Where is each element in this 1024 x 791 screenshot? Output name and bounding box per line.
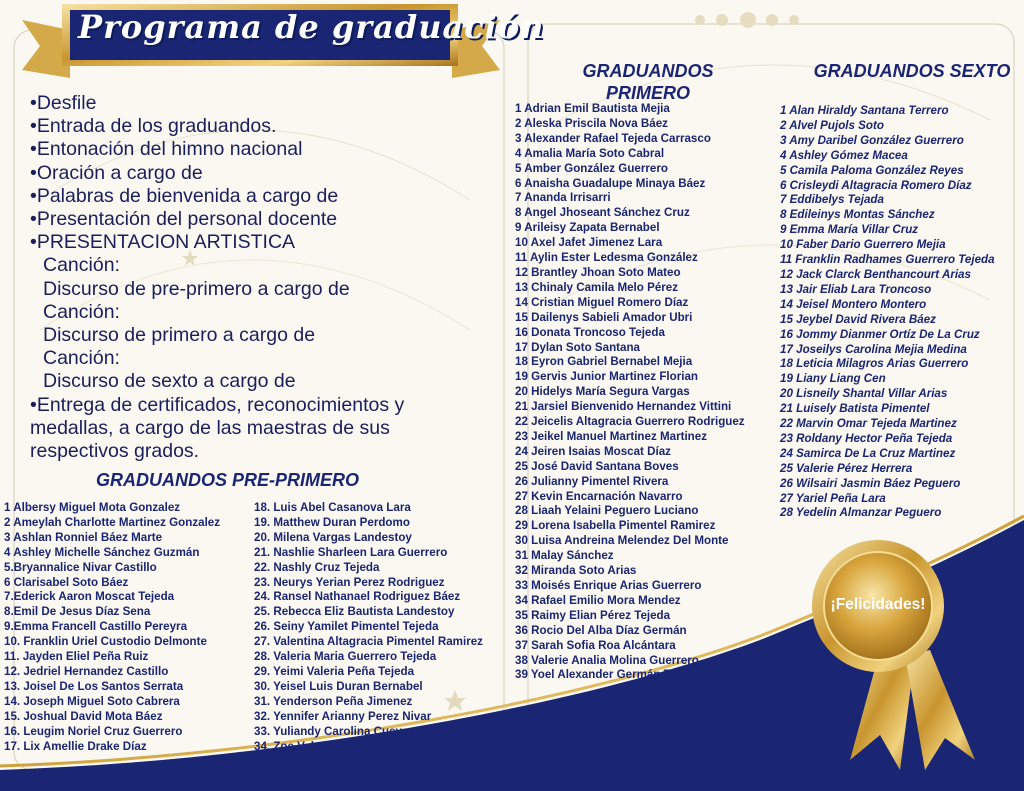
list-item: 22 Jeicelis Altagracia Guerrero Rodriguez bbox=[515, 415, 745, 429]
list-item: 27. Valentina Altagracia Pimentel Ramirez bbox=[254, 635, 483, 649]
primero-heading: GRADUANDOS PRIMERO bbox=[582, 61, 714, 103]
felicidades-badge: ¡Felicidades! bbox=[830, 596, 926, 613]
list-item: 29 Lorena Isabella Pimentel Ramirez bbox=[515, 519, 716, 533]
program-item: •Desfile bbox=[30, 92, 97, 114]
list-item: 27 Kevin Encarnación Navarro bbox=[515, 489, 683, 503]
list-item: 8 Edileinys Montas Sánchez bbox=[780, 208, 935, 222]
list-item: 13. Joisel De Los Santos Serrata bbox=[4, 679, 184, 693]
list-item: 5.Bryannalice Nivar Castillo bbox=[4, 560, 157, 574]
program-item: •Entrega de certificados, reconocimientos y medallas, a cargo de las maestras de sus respectivos grados. bbox=[30, 393, 405, 463]
list-item: 33 Moisés Enrique Arias Guerrero bbox=[515, 579, 702, 592]
list-item: 3 Amy Daribel González Guerrero bbox=[780, 133, 964, 147]
program-item: Discurso de pre-primero a cargo de bbox=[43, 277, 350, 300]
list-item: 36 Rocio Del Alba Díaz Germán bbox=[515, 623, 687, 637]
list-item: 20. Milena Vargas Landestoy bbox=[254, 530, 412, 544]
list-item: 38 Valerie Analia Molina Guerrero bbox=[515, 653, 699, 667]
list-item: 23. Neurys Yerian Perez Rodriguez bbox=[254, 575, 445, 589]
list-item: 2 Ameylah Charlotte Martinez Gonzalez bbox=[4, 515, 221, 529]
list-item: 30. Yeisel Luis Duran Bernabel bbox=[254, 679, 423, 693]
list-item: 6 Crisleydi Altagracia Romero Díaz bbox=[780, 178, 972, 192]
list-item: 28. Valeria Maria Guerrero Tejeda bbox=[254, 650, 437, 664]
list-item: 12. Jedriel Hernandez Castillo bbox=[4, 664, 169, 678]
list-item: 12 Jack Clarck Benthancourt Arias bbox=[780, 267, 971, 281]
list-item: 17 Dylan Soto Santana bbox=[515, 340, 640, 354]
list-item: 16. Leugim Noriel Cruz Guerrero bbox=[4, 724, 183, 738]
list-item: 19 Liany Liang Cen bbox=[780, 372, 886, 386]
list-item: 13 Chinaly Camila Melo Pérez bbox=[515, 280, 679, 294]
list-item: 10 Faber Dario Guerrero Mejia bbox=[780, 238, 946, 252]
list-item: 19 Gervis Junior Martinez Florian bbox=[515, 370, 698, 384]
list-item: 6 Clarisabel Soto Báez bbox=[4, 575, 129, 589]
list-item: 9.Emma Francell Castillo Pereyra bbox=[4, 620, 188, 634]
list-item: 4 Ashley Gómez Macea bbox=[780, 148, 908, 162]
list-item: 14 Jeisel Montero Montero bbox=[780, 297, 927, 311]
list-item: 18. Luis Abel Casanova Lara bbox=[254, 501, 411, 514]
list-item: 24. Ransel Nathanael Rodriguez Báez bbox=[254, 590, 461, 604]
list-item: 35 Raimy Elian Pérez Tejeda bbox=[515, 608, 671, 622]
list-item: 11. Jayden Eliel Peña Ruiz bbox=[4, 650, 149, 664]
list-item: 32. Yennifer Arianny Perez Nivar bbox=[254, 709, 432, 723]
list-item: 11 Franklin Radhames Guerrero Tejeda bbox=[780, 253, 995, 267]
list-item: 25 Valerie Pérez Herrera bbox=[780, 461, 913, 475]
list-item: 19. Matthew Duran Perdomo bbox=[254, 515, 410, 529]
list-item: 5 Amber González Guerrero bbox=[515, 161, 668, 175]
list-item: 6 Anaisha Guadalupe Minaya Báez bbox=[515, 176, 706, 190]
list-item: 4 Amalia María Soto Cabral bbox=[515, 146, 665, 160]
program-item: •Entonación del himno nacional bbox=[30, 138, 303, 161]
list-item: 23 Jeikel Manuel Martinez Martinez bbox=[515, 429, 708, 443]
list-item: 21 Jarsiel Bienvenido Hernandez Vittini bbox=[515, 400, 732, 414]
list-item: 22 Marvin Omar Tejeda Martinez bbox=[780, 417, 957, 431]
list-item: 28 Yedelin Almanzar Peguero bbox=[780, 506, 942, 520]
list-item: 1 Alan Hiraldy Santana Terrero bbox=[780, 104, 949, 117]
list-item: 23 Roldany Hector Peña Tejeda bbox=[780, 431, 953, 445]
list-item: 32 Miranda Soto Arias bbox=[515, 564, 637, 578]
list-item: 17 Joseilys Carolina Mejia Medina bbox=[780, 342, 967, 356]
program-item: •Presentación del personal docente bbox=[30, 208, 338, 231]
list-item: 26 Wilsairi Jasmin Báez Peguero bbox=[780, 476, 961, 490]
preprimero-list-right bbox=[254, 501, 483, 754]
program-item: Canción: bbox=[43, 300, 120, 323]
list-item: 15 Jeybel David Rivera Báez bbox=[780, 312, 936, 326]
list-item: 3 Ashlan Ronniel Báez Marte bbox=[4, 530, 163, 544]
list-item: 14. Joseph Miguel Soto Cabrera bbox=[4, 694, 180, 708]
program-item: Canción: bbox=[43, 347, 120, 370]
list-item: 1 Albersy Miguel Mota Gonzalez bbox=[4, 501, 181, 514]
list-item: 26 Julianny Pimentel Rivera bbox=[515, 474, 669, 488]
list-item: 7.Ederick Aaron Moscat Tejeda bbox=[4, 590, 175, 604]
list-item: 27 Yariel Peña Lara bbox=[780, 491, 886, 505]
program-item: •Oración a cargo de bbox=[30, 161, 203, 184]
list-item: 14 Cristian Miguel Romero Díaz bbox=[515, 295, 689, 309]
list-item: 25. Rebecca Eliz Bautista Landestoy bbox=[254, 605, 455, 619]
program-item: Discurso de sexto a cargo de bbox=[43, 370, 296, 393]
list-item: 12 Brantley Jhoan Soto Mateo bbox=[515, 265, 681, 279]
list-item: 1 Adrian Emil Bautista Mejia bbox=[515, 102, 670, 115]
list-item: 26. Seiny Yamilet Pimentel Tejeda bbox=[254, 620, 439, 634]
list-item: 4 Ashley Michelle Sánchez Guzmán bbox=[4, 545, 200, 559]
list-item: 25 José David Santana Boves bbox=[515, 459, 679, 473]
list-item: 9 Arileisy Zapata Bernabel bbox=[515, 221, 660, 235]
program-item: Canción: bbox=[43, 254, 120, 277]
moon-phases-icon bbox=[695, 12, 799, 28]
list-item: 15 Dailenys Sabieli Amador Ubri bbox=[515, 310, 693, 324]
list-item: 34 Rafael Emilio Mora Mendez bbox=[515, 593, 681, 607]
list-item: 28 Liaah Yelaini Peguero Luciano bbox=[515, 504, 699, 518]
list-item: 24 Jeiren Isaias Moscat Díaz bbox=[515, 444, 671, 458]
page-title: Programa de graduación bbox=[78, 8, 545, 46]
sexto-heading: GRADUANDOS SEXTO bbox=[813, 61, 1011, 81]
list-item: 11 Aylin Ester Ledesma González bbox=[515, 251, 698, 265]
list-item: 8.Emil De Jesus Díaz Sena bbox=[4, 605, 151, 619]
program-item: •Entrada de los graduandos. bbox=[30, 115, 277, 138]
list-item: 13 Jair Eliab Lara Troncoso bbox=[780, 282, 932, 296]
list-item: 16 Donata Troncoso Tejeda bbox=[515, 325, 665, 339]
list-item: 21 Luisely Batista Pimentel bbox=[780, 402, 930, 416]
list-item: 24 Samirca De La Cruz Martinez bbox=[780, 446, 956, 460]
list-item: 2 Aleska Priscila Nova Báez bbox=[515, 116, 668, 130]
list-item: 21. Nashlie Sharleen Lara Guerrero bbox=[254, 545, 448, 559]
list-item: 10 Axel Jafet Jimenez Lara bbox=[515, 236, 663, 250]
list-item: 15. Joshual David Mota Báez bbox=[4, 709, 163, 723]
list-item: 34. Zoe Valentina Brea Mejia bbox=[254, 739, 410, 753]
program-item: •Palabras de bienvenida a cargo de bbox=[30, 184, 339, 207]
list-item: 31. Yenderson Peña Jimenez bbox=[254, 694, 413, 708]
list-item: 20 Hidelys María Segura Vargas bbox=[515, 385, 690, 399]
list-item: 16 Jommy Dianmer Ortíz De La Cruz bbox=[780, 327, 980, 341]
sexto-list bbox=[780, 104, 995, 521]
list-item: 17. Lix Amellie Drake Díaz bbox=[4, 739, 147, 753]
list-item: 37 Sarah Sofia Roa Alcántara bbox=[515, 638, 676, 652]
list-item: 39 Yoel Alexander Germán Tejeda bbox=[515, 668, 700, 682]
list-item: 29. Yeimi Valeria Peña Tejeda bbox=[254, 664, 415, 678]
list-item: 9 Emma María Villar Cruz bbox=[780, 223, 919, 237]
list-item: 3 Alexander Rafael Tejeda Carrasco bbox=[515, 131, 711, 145]
list-item: 5 Camila Paloma González Reyes bbox=[780, 163, 964, 177]
list-item: 18 Eyron Gabriel Bernabel Mejia bbox=[515, 355, 693, 369]
list-item: 31 Malay Sánchez bbox=[515, 549, 614, 563]
list-item: 30 Luisa Andreina Melendez Del Monte bbox=[515, 534, 729, 548]
list-item: 20 Lisneily Shantal Villar Arias bbox=[780, 387, 948, 401]
list-item: 10. Franklin Uriel Custodio Delmonte bbox=[4, 635, 207, 649]
list-item: 18 Leticia Milagros Arias Guerrero bbox=[780, 357, 969, 371]
program-item: •PRESENTACION ARTISTICA bbox=[30, 231, 296, 254]
list-item: 33. Yuliandy Carolina Cuevas Caro bbox=[254, 724, 445, 738]
list-item: 8 Angel Jhoseant Sánchez Cruz bbox=[515, 206, 690, 220]
list-item: 2 Alvel Pujols Soto bbox=[780, 118, 884, 132]
list-item: 22. Nashly Cruz Tejeda bbox=[254, 560, 380, 574]
list-item: 7 Ananda Irrisarri bbox=[515, 191, 611, 205]
program-item: Discurso de primero a cargo de bbox=[43, 324, 316, 347]
program-list bbox=[30, 92, 470, 463]
preprimero-list-left bbox=[4, 501, 220, 754]
list-item: 7 Eddibelys Tejada bbox=[780, 193, 884, 207]
primero-list bbox=[515, 102, 745, 683]
preprimero-heading: GRADUANDOS PRE-PRIMERO bbox=[96, 470, 360, 490]
